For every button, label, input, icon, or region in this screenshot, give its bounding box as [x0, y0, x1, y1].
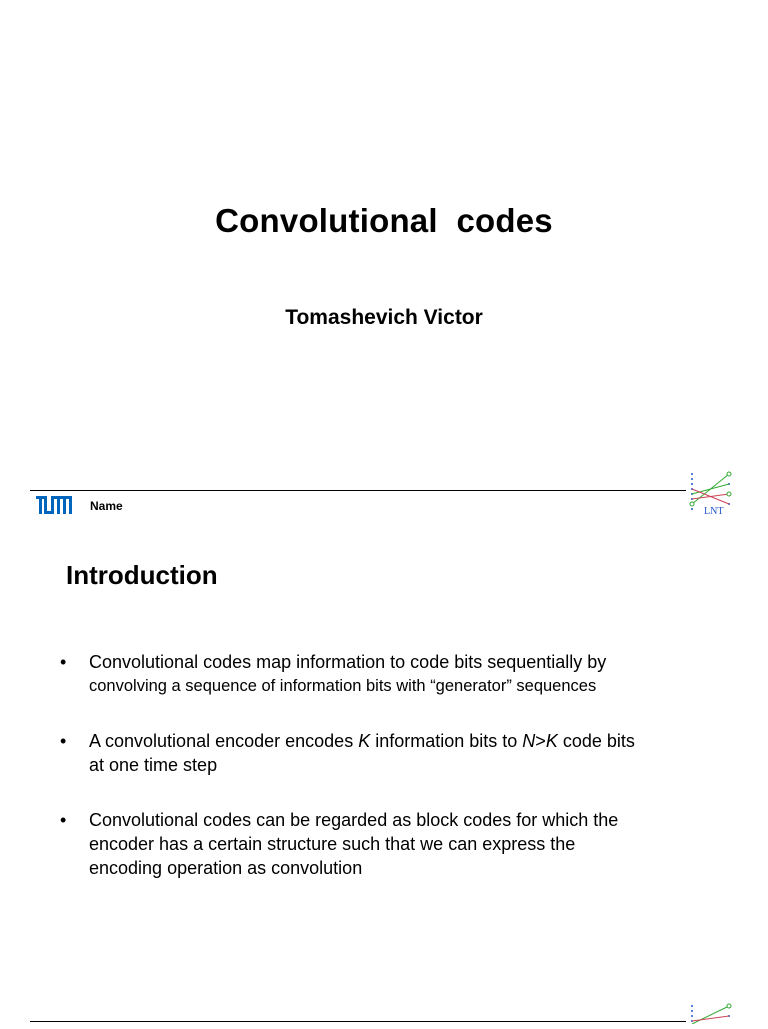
bullet-marker: •	[60, 810, 67, 830]
bullet-text-line: convolving a sequence of information bits with “generator” sequences	[89, 677, 597, 695]
bullet-text-line: Convolutional codes can be regarded as block codes for which the	[89, 810, 619, 830]
footer-rule	[30, 1021, 686, 1022]
list-item	[60, 729, 720, 777]
greater-than-sign: >	[535, 731, 546, 751]
bullet-text-line	[89, 729, 720, 753]
variable-k: K	[358, 731, 371, 751]
bullet-text-part: A convolutional encoder encodes	[89, 731, 359, 751]
list-item	[60, 650, 720, 698]
list-item	[60, 808, 720, 880]
footer-name-label: Name	[90, 499, 123, 513]
variable-n: N	[522, 731, 536, 751]
bullet-list	[60, 650, 720, 911]
footer-rule	[30, 490, 686, 491]
section-heading: Introduction	[66, 560, 218, 590]
slide-author: Tomashevich Victor	[285, 306, 483, 329]
bullet-text-line: encoder has a certain structure such that we can express the	[89, 834, 576, 854]
bullet-marker: •	[60, 652, 67, 672]
variable-k: K	[545, 731, 558, 751]
bullet-text-part: code bits	[557, 731, 635, 751]
bullet-text-line: at one time step	[89, 755, 218, 775]
tum-logo	[36, 496, 72, 519]
lnt-logo	[686, 470, 734, 523]
bullet-text-line: Convolutional codes map information to code bits sequentially by	[89, 652, 607, 672]
bullet-text-part: information bits to	[370, 731, 523, 751]
bullet-text-line: encoding operation as convolution	[89, 858, 363, 878]
slide-title: Convolutional codes	[215, 202, 553, 239]
lnt-logo	[686, 1002, 734, 1029]
lnt-logo-text: LNT	[704, 506, 724, 517]
bullet-marker: •	[60, 731, 67, 751]
